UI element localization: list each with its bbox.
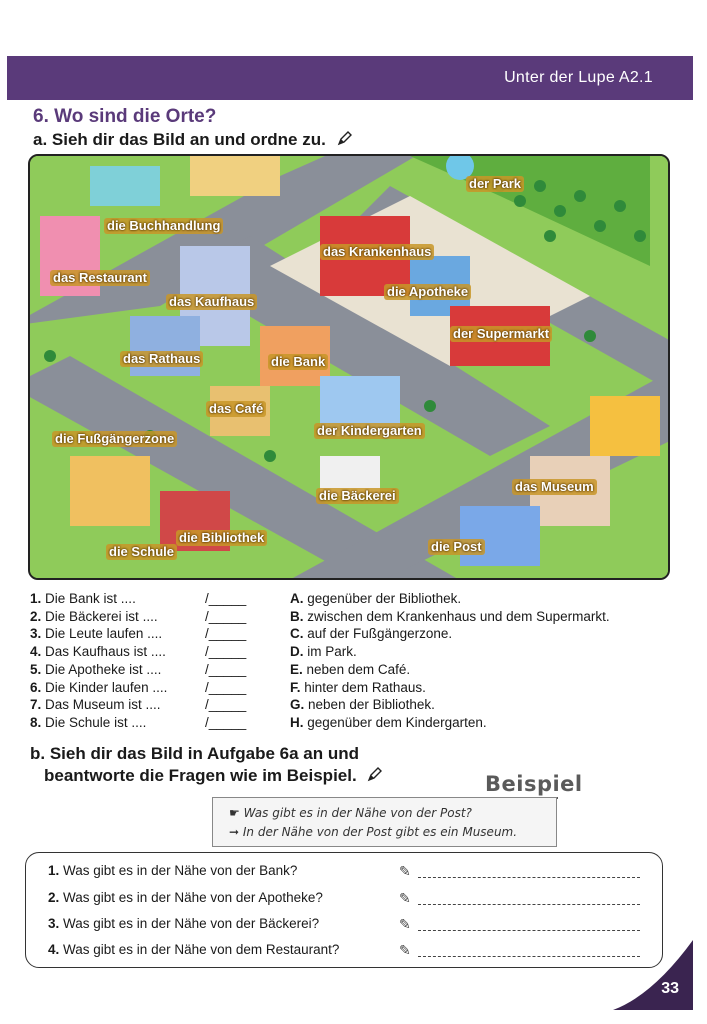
page-number: 33: [661, 980, 679, 997]
answer-line[interactable]: [418, 956, 640, 957]
answer-blank[interactable]: /_____: [205, 626, 247, 642]
question-item: 2. Was gibt es in der Nähe von der Apotheke?: [48, 890, 323, 905]
map-label-park: der Park: [466, 176, 524, 192]
answer-blank[interactable]: /_____: [205, 714, 247, 730]
match-option-list: [290, 590, 610, 732]
task-a-text: a. Sieh dir das Bild an und ordne zu.: [33, 130, 326, 149]
match-sentence: 4. Das Kaufhaus ist ....: [30, 644, 166, 660]
page-corner-decoration: [613, 940, 693, 1010]
task-b-instruction: [30, 743, 383, 788]
example-answer: ➞ In der Nähe von der Post gibt es ein Museum.: [229, 825, 518, 839]
match-sentence: 6. Die Kinder laufen ....: [30, 679, 168, 695]
map-label-kindergarten: der Kindergarten: [314, 423, 425, 439]
map-label-schule: die Schule: [106, 544, 177, 560]
map-label-fussgaengerzone: die Fußgängerzone: [52, 431, 177, 447]
answer-blank[interactable]: /_____: [205, 697, 247, 713]
match-option: F. hinter dem Rathaus.: [290, 679, 426, 695]
match-sentence: 5. Die Apotheke ist ....: [30, 661, 162, 677]
match-sentence: 7. Das Museum ist ....: [30, 697, 161, 713]
answer-line[interactable]: [418, 877, 640, 878]
match-sentence-list: [30, 590, 167, 732]
map-label-post: die Post: [428, 539, 485, 555]
pencil-icon: [367, 766, 383, 788]
question-item: 4. Was gibt es in der Nähe von dem Restaurant?: [48, 942, 340, 957]
match-option: C. auf der Fußgängerzone.: [290, 626, 453, 642]
example-box: [212, 797, 557, 847]
answer-blank-list: [205, 590, 246, 732]
question-item: 3. Was gibt es in der Nähe von der Bäckerei?: [48, 916, 320, 931]
pencil-icon: ✎: [399, 863, 411, 879]
answer-blank[interactable]: /_____: [205, 608, 247, 624]
map-label-restaurant: das Restaurant: [50, 270, 150, 286]
match-option: D. im Park.: [290, 644, 357, 660]
city-map-illustration: [28, 154, 670, 580]
match-sentence: 2. Die Bäckerei ist ....: [30, 608, 158, 624]
map-label-rathaus: das Rathaus: [120, 351, 203, 367]
match-option: G. neben der Bibliothek.: [290, 697, 435, 713]
map-label-bibliothek: die Bibliothek: [176, 530, 267, 546]
pencil-icon: ✎: [399, 942, 411, 958]
exercise-title: 6. Wo sind die Orte?: [33, 106, 217, 127]
map-label-supermarkt: der Supermarkt: [450, 326, 552, 342]
header-bar: [7, 56, 693, 100]
map-label-bank: die Bank: [268, 354, 328, 370]
task-b-line2-wrap: [30, 765, 383, 788]
map-label-museum: das Museum: [512, 479, 597, 495]
pencil-icon: ✎: [399, 890, 411, 906]
example-tag: Beispiel: [485, 772, 583, 796]
pencil-icon: ✎: [399, 916, 411, 932]
match-option: A. gegenüber der Bibliothek.: [290, 591, 462, 606]
map-label-cafe: das Café: [206, 401, 266, 417]
map-label-krankenhaus: das Krankenhaus: [320, 244, 434, 260]
book-title: Unter der Lupe A2.1: [504, 69, 653, 86]
answer-blank[interactable]: /_____: [205, 644, 247, 660]
map-label-baeckerei: die Bäckerei: [316, 488, 399, 504]
answer-blank[interactable]: /_____: [205, 591, 247, 606]
match-sentence: 1. Die Bank ist ....: [30, 591, 136, 606]
map-label-buchhandlung: die Buchhandlung: [104, 218, 223, 234]
match-option: E. neben dem Café.: [290, 661, 411, 677]
example-question: ☛ Was gibt es in der Nähe von der Post?: [229, 806, 472, 820]
answer-blank[interactable]: /_____: [205, 679, 247, 695]
answer-line[interactable]: [418, 904, 640, 905]
map-label-apotheke: die Apotheke: [384, 284, 471, 300]
task-b-line1: b. Sieh dir das Bild in Aufgabe 6a an und: [30, 744, 360, 763]
pencil-icon: [337, 130, 353, 151]
questions-box: [25, 852, 663, 968]
task-a-instruction: [33, 130, 353, 151]
map-label-kaufhaus: das Kaufhaus: [166, 294, 257, 310]
task-b-line2: beantworte die Fragen wie im Beispiel.: [44, 766, 357, 785]
match-sentence: 8. Die Schule ist ....: [30, 714, 147, 730]
match-option: H. gegenüber dem Kindergarten.: [290, 714, 487, 730]
match-option: B. zwischen dem Krankenhaus und dem Supermarkt.: [290, 608, 610, 624]
match-sentence: 3. Die Leute laufen ....: [30, 626, 163, 642]
answer-line[interactable]: [418, 930, 640, 931]
answer-blank[interactable]: /_____: [205, 661, 247, 677]
question-item: 1. Was gibt es in der Nähe von der Bank?: [48, 863, 298, 878]
